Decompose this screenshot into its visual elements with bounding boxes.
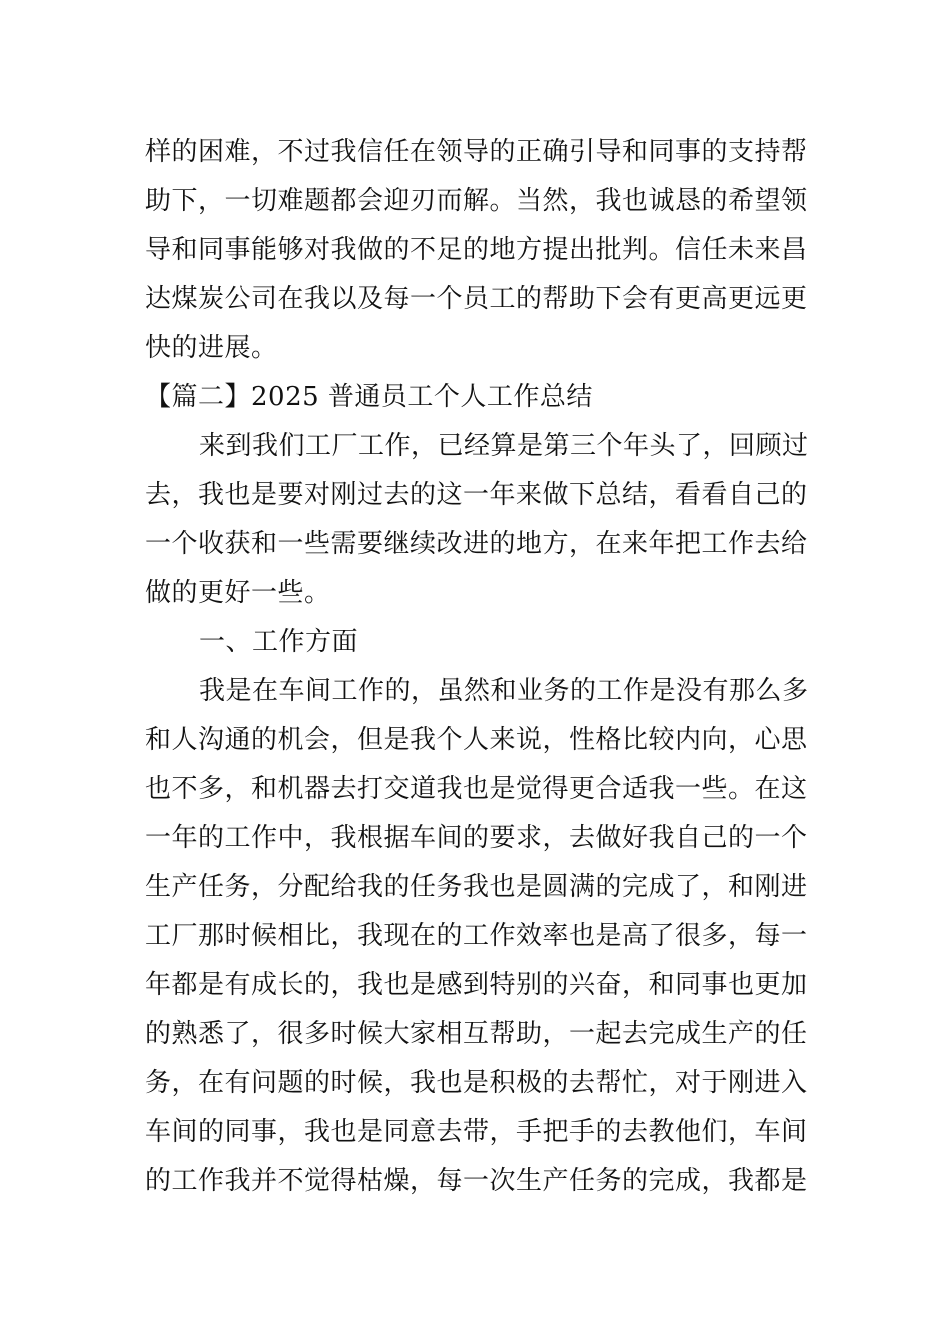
text-line: 和人沟通的机会，但是我个人来说，性格比较内向，心思: [145, 725, 808, 755]
text-line: 样的困难，不过我信任在领导的正确引导和同事的支持帮: [145, 137, 808, 167]
text-line: 助下，一切难题都会迎刃而解。当然，我也诚恳的希望领: [145, 186, 808, 216]
text-line: 生产任务，分配给我的任务我也是圆满的完成了，和刚进: [145, 872, 808, 902]
text-line: 车间的同事，我也是同意去带，手把手的去教他们，车间: [145, 1117, 808, 1147]
text-line: 一个收获和一些需要继续改进的地方，在来年把工作去给: [145, 529, 808, 559]
paragraph-first-line: 来到我们工厂工作，已经算是第三个年头了，回顾过: [199, 431, 809, 461]
text-line: 的熟悉了，很多时候大家相互帮助，一起去完成生产的任: [145, 1019, 808, 1049]
text-line: 也不多，和机器去打交道我也是觉得更合适我一些。在这: [145, 774, 808, 804]
text-line: 快的进展。: [145, 333, 278, 363]
text-line: 年都是有成长的，我也是感到特别的兴奋，和同事也更加: [145, 970, 808, 1000]
text-line: 工厂那时候相比，我现在的工作效率也是高了很多，每一: [145, 921, 808, 951]
text-line: 一年的工作中，我根据车间的要求，去做好我自己的一个: [145, 823, 808, 853]
text-line: 达煤炭公司在我以及每一个员工的帮助下会有更高更远更: [145, 284, 808, 314]
document-body: [145, 128, 809, 1206]
text-line: 务，在有问题的时候，我也是积极的去帮忙，对于刚进入: [145, 1068, 808, 1098]
text-line: 做的更好一些。: [145, 578, 331, 608]
text-line: 的工作我并不觉得枯燥，每一次生产任务的完成，我都是: [145, 1166, 808, 1196]
text-line: 导和同事能够对我做的不足的地方提出批判。信任未来昌: [145, 235, 808, 265]
paragraph-first-line: 我是在车间工作的，虽然和业务的工作是没有那么多: [199, 676, 809, 706]
subsection-heading: 一、工作方面: [199, 627, 359, 657]
section-heading: 【篇二】2025 普通员工个人工作总结: [145, 382, 593, 412]
text-line: 去，我也是要对刚过去的这一年来做下总结，看看自己的: [145, 480, 808, 510]
